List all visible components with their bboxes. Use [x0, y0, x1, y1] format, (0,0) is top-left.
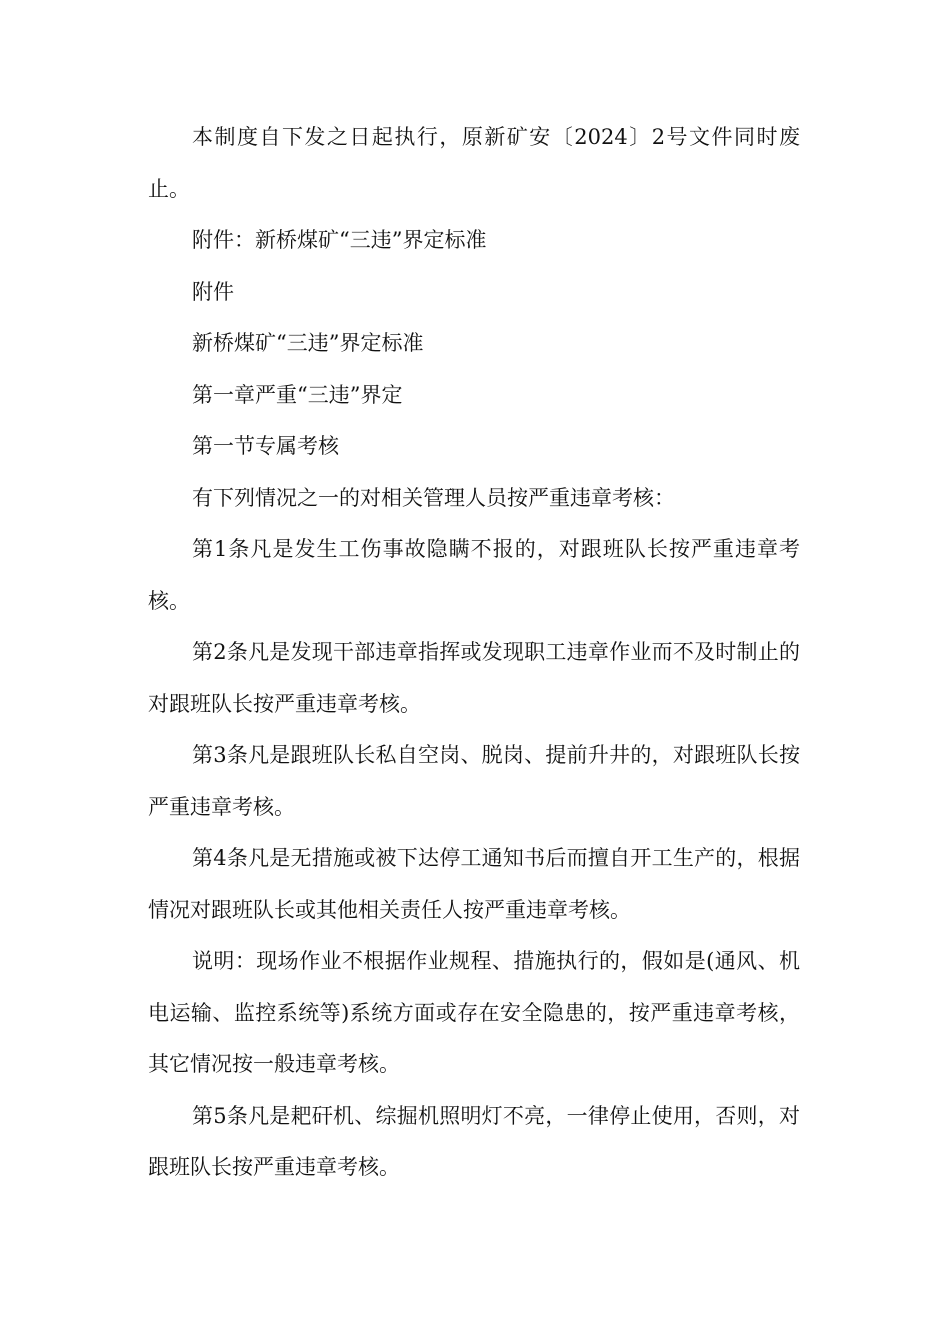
paragraph-effective-date: 本制度自下发之日起执行，原新矿安〔2024〕2号文件同时废止。: [148, 125, 800, 201]
paragraph-attachment-title: 新桥煤矿“三违”界定标准: [192, 331, 424, 355]
article-4: 第4条凡是无措施或被下达停工通知书后而擅自开工生产的，根据情况对跟班队长或其他相关责任人按严重违章考核。: [148, 846, 800, 922]
article-3: 第3条凡是跟班队长私自空岗、脱岗、提前升井的，对跟班队长按严重违章考核。: [148, 743, 800, 819]
section-heading: 第一节专属考核: [192, 434, 339, 458]
paragraph-explanation: 说明：现场作业不根据作业规程、措施执行的，假如是(通风、机电运输、监控系统等)系统方面或存在安全隐患的，按严重违章考核，其它情况按一般违章考核。: [148, 949, 800, 1076]
article-5: 第5条凡是耙矸机、综掘机照明灯不亮，一律停止使用，否则，对跟班队长按严重违章考核。: [148, 1103, 800, 1179]
article-1: 第1条凡是发生工伤事故隐瞒不报的，对跟班队长按严重违章考核。: [148, 537, 800, 613]
paragraph-attachment-reference: 附件：新桥煤矿“三违”界定标准: [192, 228, 487, 252]
document-page: [148, 112, 800, 1194]
paragraph-intro: 有下列情况之一的对相关管理人员按严重违章考核：: [192, 485, 675, 510]
article-2: 第2条凡是发现干部违章指挥或发现职工违章作业而不及时制止的对跟班队长按严重违章考核。: [148, 640, 800, 716]
paragraph-attachment-label: 附件: [192, 279, 234, 304]
chapter-heading: 第一章严重“三违”界定: [192, 382, 403, 407]
